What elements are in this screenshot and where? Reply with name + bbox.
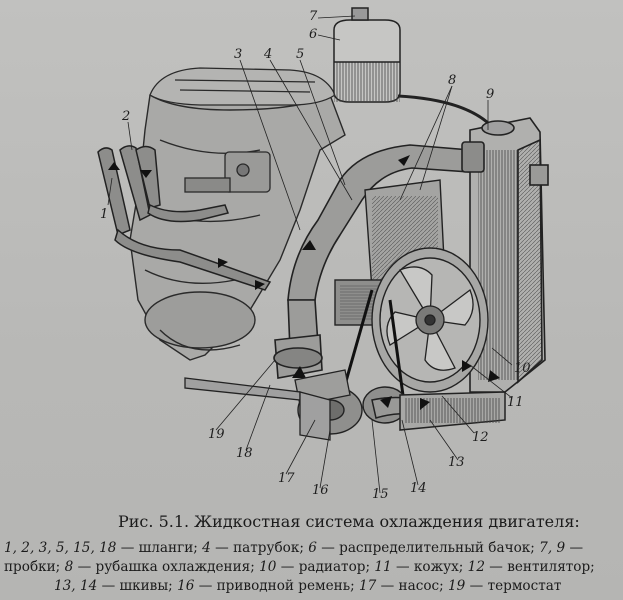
caption-text: — распределительный бачок; [316,540,540,556]
callout-16: 16 [312,483,329,498]
caption-text: — приводной ремень; [194,578,359,594]
callout-2: 2 [122,109,131,124]
callout-1: 1 [100,207,109,222]
caption-num: 16 [177,578,195,594]
callout-9: 9 [486,87,495,102]
callout-6: 6 [309,27,318,42]
caption-line-2 [4,559,595,575]
callout-5: 5 [296,47,305,62]
callout-19: 19 [208,427,225,442]
callout-12: 12 [472,430,489,445]
caption-num: 6 [308,540,317,556]
caption-num: 8 [64,559,74,575]
expansion-tank [334,8,400,102]
callout-18: 18 [236,446,253,461]
caption-text: пробки; [4,559,65,575]
caption-text: — радиатор; [276,559,375,575]
caption-text: — насос; [376,578,449,594]
tank-hose [398,96,495,130]
caption-text: — [565,540,584,556]
caption-text: — кожух; [391,559,468,575]
caption-line-1 [4,540,583,556]
callout-3: 3 [234,47,243,62]
callout-17: 17 [278,471,295,486]
caption-num: 4 [202,540,211,556]
caption-text: — вентилятор; [484,559,595,575]
caption-num: 13, 14 [54,578,98,594]
caption-text: — патрубок; [210,540,309,556]
callout-7: 7 [309,9,318,24]
callout-13: 13 [448,455,465,470]
callout-11: 11 [507,395,524,410]
caption-title: Рис. 5.1. Жидкостная система охлаждения двигателя: [118,512,580,531]
caption-text: — рубашка охлаждения; [73,559,260,575]
lower-hose [372,392,505,430]
callout-4: 4 [264,47,273,62]
caption-num: 11 [374,559,392,575]
caption-text: — шланги; [116,540,203,556]
callout-10: 10 [514,361,531,376]
caption-num: 10 [259,559,277,575]
callout-8: 8 [448,73,457,88]
callout-14: 14 [410,481,427,496]
caption-num: 7, 9 [539,540,566,556]
caption-line-3 [54,578,561,594]
caption-text: — термостат [465,578,562,594]
callout-15: 15 [372,487,389,500]
caption-num: 19 [448,578,466,594]
engine-top-cover [150,68,335,105]
caption-num: 12 [467,559,485,575]
caption-num: 17 [359,578,377,594]
caption-num: 1, 2, 3, 5, 15, 18 [4,540,117,556]
caption-text: — шкивы; [97,578,178,594]
figure-caption [0,500,623,600]
